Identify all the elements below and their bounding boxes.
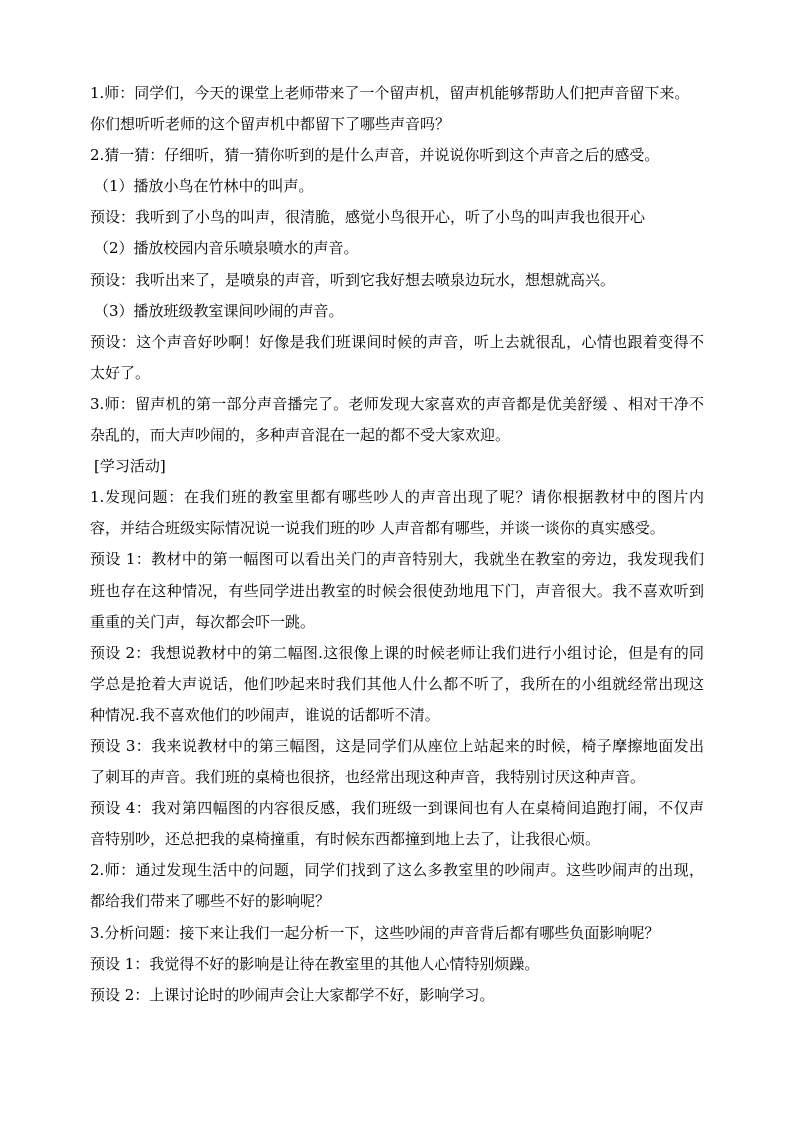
paragraph-preset-fountain: 预设：我听出来了，是喷泉的声音，听到它我好想去喷泉边玩水，想想就高兴。 [90, 270, 616, 289]
paragraph-guess: 2.猜一猜：仔细听，猜一猜你听到的是什么声音，并说说你听到这个声音之后的感受。 [90, 146, 660, 165]
paragraph-preset-2: 预设 2：我想说教材中的第二幅图.这很像上课的时候老师让我们进行小组讨论，但是有的同学总是抢着大声说话，他们吵起来时我们其他人什么都不听了，我所在的小组就经常出现这种情况.我不喜欢他们的吵闹声，谁说的话都听不清。 [90, 643, 704, 724]
paragraph-play-bird: （1）播放小鸟在竹林中的叫声。 [94, 177, 314, 196]
paragraph-intro-teacher: 1.师：同学们，今天的课堂上老师带来了一个留声机，留声机能够帮助人们把声音留下来。 [90, 84, 690, 102]
paragraph-teacher-impact: 2.师：通过发现生活中的问题，同学们找到了这么多教室里的吵闹声。这些吵闹声的出现，都给我们带来了哪些不好的影响呢？ [90, 861, 704, 911]
paragraph-analysis-preset-1: 预设 1：我觉得不好的影响是让待在教室里的其他人心情特别烦躁。 [90, 954, 540, 973]
paragraph-question: 你们想听听老师的这个留声机中都留下了哪些声音吗？ [90, 115, 451, 134]
paragraph-analysis-preset-2: 预设 2：上课讨论时的吵闹声会让大家都学不好，影响学习。 [90, 985, 495, 1004]
paragraph-play-fountain: （2）播放校园内音乐喷泉喷水的声音。 [94, 239, 359, 258]
paragraph-preset-bird: 预设：我听到了小鸟的叫声，很清脆，感觉小鸟很开心，听了小鸟的叫声我也很开心 [90, 208, 646, 227]
paragraph-play-classroom: （3）播放班级教室课间吵闹的声音。 [94, 301, 344, 320]
paragraph-preset-classroom: 预设：这个声音好吵啊！好像是我们班课间时候的声音，听上去就很乱，心情也跟着变得不太好了。 [90, 332, 704, 382]
paragraph-preset-4: 预设 4：我对第四幅图的内容很反感，我们班级一到课间也有人在桌椅间追跑打闹，不仅声音特别吵，还总把我的桌椅撞重，有时候东西都撞到地上去了，让我很心烦。 [90, 799, 704, 849]
paragraph-preset-1: 预设 1：教材中的第一幅图可以看出关门的声音特别大，我就坐在教室的旁边，我发现我们班也存在这种情况，有些同学进出教室的时候会很使劲地甩下门，声音很大。我不喜欢听到重重的关门声，每次都会吓一跳。 [90, 550, 704, 631]
paragraph-teacher-summary: 3.师：留声机的第一部分声音播完了。老师发现大家喜欢的声音都是优美舒缓 、相对干净不杂乱的，而大声吵闹的，多种声音混在一起的都不受大家欢迎。 [90, 394, 704, 445]
paragraph-preset-3: 预设 3：我来说教材中的第三幅图，这是同学们从座位上站起来的时候，椅子摩擦地面发出了刺耳的声音。我们班的桌椅也很挤，也经常出现这种声音，我特别讨厌这种声音。 [90, 736, 704, 787]
document-body [90, 78, 704, 1011]
paragraph-analyze-problem: 3.分析问题：接下来让我们一起分析一下，这些吵闹的声音背后都有哪些负面影响呢？ [90, 923, 660, 942]
paragraph-find-problem: 1.发现问题：在我们班的教室里都有哪些吵人的声音出现了呢？请你根据教材中的图片内容，并结合班级实际情况说一说我们班的吵 人声音都有哪些，并谈一谈你的真实感受。 [90, 488, 704, 538]
section-heading-activity: [学习活动] [94, 457, 166, 476]
